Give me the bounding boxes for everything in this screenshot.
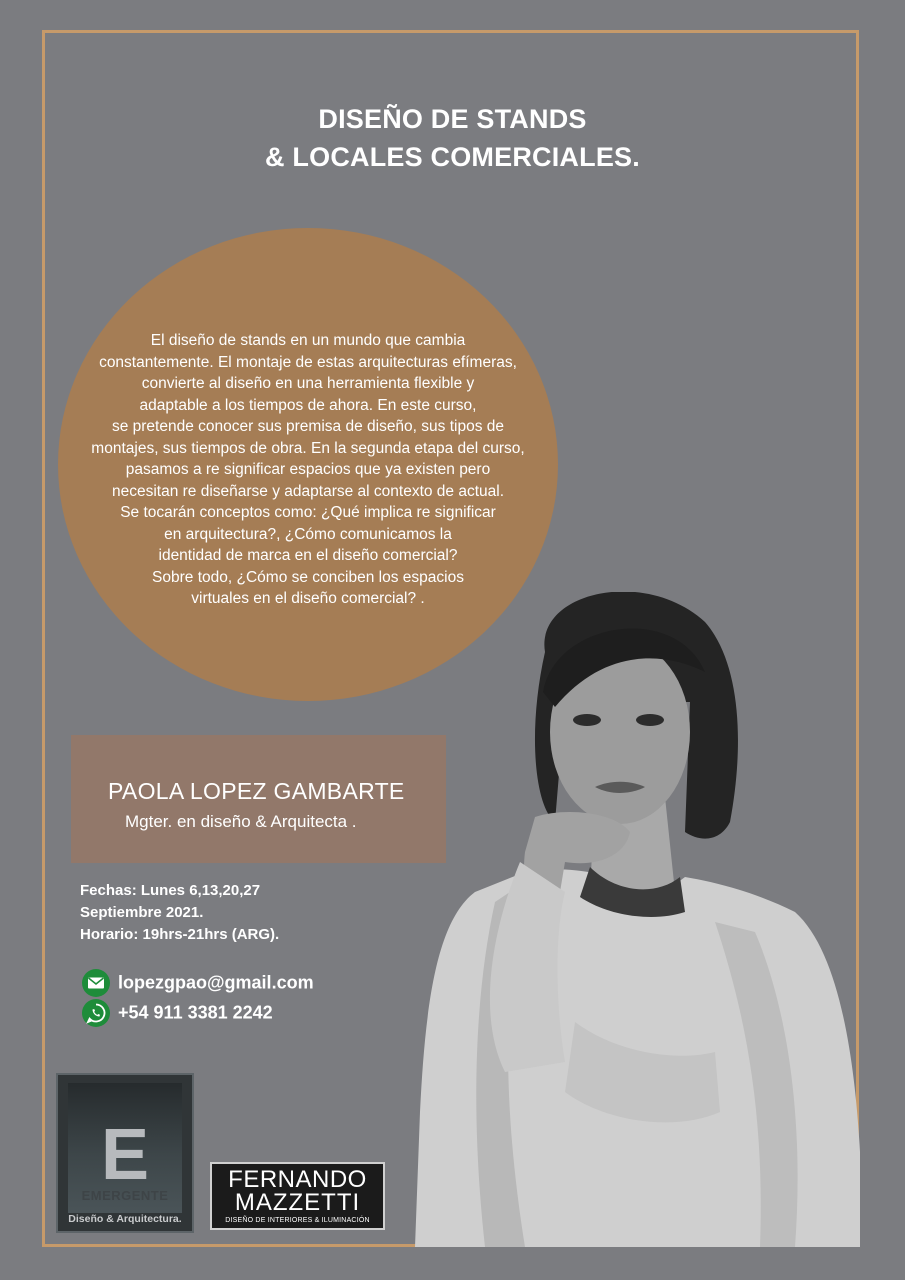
mazzetti-logo bbox=[210, 1162, 385, 1230]
schedule-hours: Horario: 19hrs-21hrs (ARG). bbox=[80, 926, 280, 943]
logo-wordmark: EMERGENTE bbox=[81, 1188, 169, 1203]
schedule-month: Septiembre 2021. bbox=[80, 904, 204, 921]
description-line: necesitan re diseñarse y adaptarse al contexto de actual. bbox=[111, 482, 505, 500]
course-description bbox=[58, 330, 558, 610]
description-line: adaptable a los tiempos de ahora. En este curso, bbox=[139, 396, 477, 414]
title-line-1: DISEÑO DE STANDS bbox=[318, 104, 587, 134]
schedule-dates: Fechas: Lunes 6,13,20,27 bbox=[80, 882, 261, 899]
description-line: Sobre todo, ¿Cómo se conciben los espacios bbox=[152, 568, 464, 586]
logo-tagline: Diseño & Arquitectura. bbox=[68, 1213, 182, 1225]
instructor-role: Mgter. en diseño & Arquitecta . bbox=[125, 812, 357, 831]
contact-phone[interactable] bbox=[81, 998, 273, 1028]
logo-first-name: FERNANDO bbox=[228, 1166, 367, 1193]
description-line: virtuales en el diseño comercial? . bbox=[191, 590, 425, 607]
description-line: Se tocarán conceptos como: ¿Qué implica re significar bbox=[120, 504, 496, 521]
description-line: identidad de marca en el diseño comercial? bbox=[158, 547, 458, 564]
description-line: se pretende conocer sus premisa de diseño, sus tipos de bbox=[111, 418, 505, 435]
description-line: montajes, sus tiempos de obra. En la segunda etapa del curso, bbox=[91, 439, 525, 457]
description-line: El diseño de stands en un mundo que cambia bbox=[150, 332, 466, 349]
logo-subtitle: DISEÑO DE INTERIORES & ILUMINACIÓN bbox=[225, 1217, 370, 1224]
phone-number[interactable]: +54 911 3381 2242 bbox=[118, 1002, 273, 1023]
course-schedule bbox=[80, 880, 279, 946]
instructor-name: PAOLA LOPEZ GAMBARTE bbox=[108, 778, 405, 804]
instructor-photo bbox=[415, 592, 860, 1247]
poster-title bbox=[0, 100, 905, 176]
whatsapp-icon bbox=[81, 998, 111, 1028]
description-line: constantemente. El montaje de estas arquitecturas efímeras, bbox=[99, 353, 517, 371]
title-line-2: & LOCALES COMERCIALES. bbox=[265, 142, 640, 172]
logo-last-name: MAZZETTI bbox=[234, 1189, 361, 1216]
description-line: en arquitectura?, ¿Cómo comunicamos la bbox=[164, 525, 452, 543]
description-line: pasamos a re significar espacios que ya existen pero bbox=[125, 461, 491, 478]
logo-letter: E bbox=[100, 1115, 150, 1195]
emergente-logo bbox=[56, 1073, 194, 1233]
description-line: convierte al diseño en una herramienta flexible y bbox=[141, 375, 475, 392]
email-icon bbox=[81, 968, 111, 998]
email-address[interactable]: lopezgpao@gmail.com bbox=[118, 972, 314, 993]
contact-email[interactable] bbox=[81, 968, 314, 998]
